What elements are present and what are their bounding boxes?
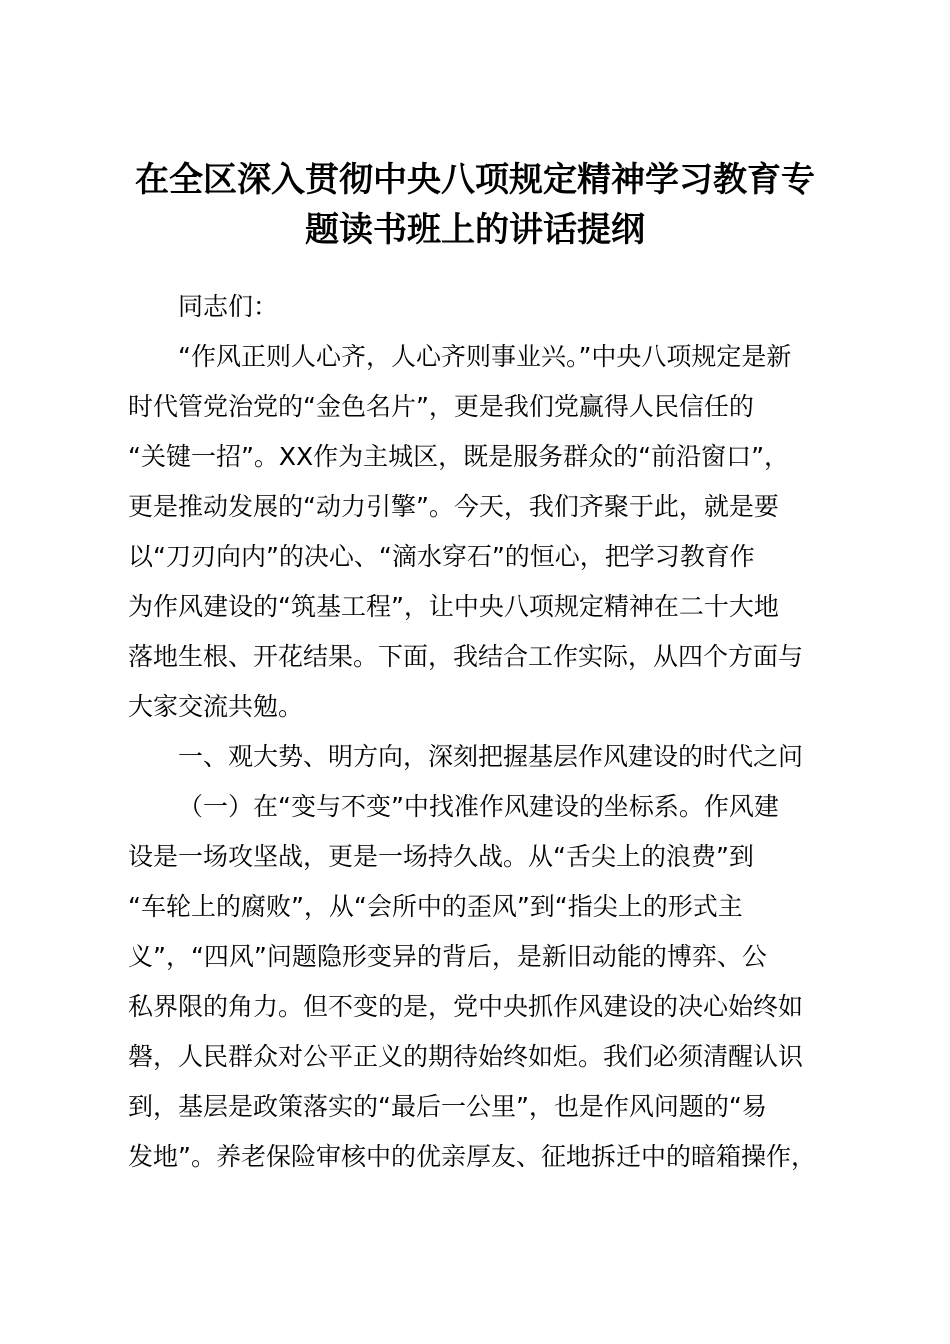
paragraph-line: 设是一场攻坚战，更是一场持久战。从“舌尖上的浪费”到 xyxy=(128,842,754,871)
paragraph-line: 落地生根、开花结果。下面，我结合工作实际，从四个方面与 xyxy=(128,642,804,671)
paragraph-line: 更是推动发展的“动力引擎”。今天，我们齐聚于此，就是要 xyxy=(128,492,779,521)
paragraph-line: 发地”。养老保险审核中的优亲厚友、征地拆迁中的暗箱操作， xyxy=(128,1142,816,1171)
paragraph-section1-1 xyxy=(128,782,838,1182)
document-body xyxy=(128,282,838,1182)
paragraph-line: （一）在“变与不变”中找准作风建设的坐标系。作风建 xyxy=(178,792,779,821)
paragraph-line: “作风正则人心齐，人心齐则事业兴。”中央八项规定是新 xyxy=(178,342,792,371)
paragraph-line: “车轮上的腐败”，从“会所中的歪风”到“指尖上的形式主 xyxy=(128,892,743,921)
document-title xyxy=(100,155,850,255)
title-line-2: 题读书班上的讲话提纲 xyxy=(305,210,645,250)
paragraph-line: 为作风建设的“筑基工程”，让中央八项规定精神在二十大地 xyxy=(128,592,779,621)
paragraph-line: 义”，“四风”问题隐形变异的背后，是新旧动能的博弈、公 xyxy=(128,942,767,971)
section-heading: 一、观大势、明方向，深刻把握基层作风建设的时代之问 xyxy=(178,742,804,771)
salutation: 同志们： xyxy=(178,292,279,321)
paragraph-line: 磐，人民群众对公平正义的期待始终如炬。我们必须清醒认识 xyxy=(128,1042,804,1071)
title-line-1: 在全区深入贯彻中央八项规定精神学习教育专 xyxy=(135,160,815,200)
paragraph-line: 到，基层是政策落实的“最后一公里”，也是作风问题的“易 xyxy=(128,1092,767,1121)
paragraph-line: 私界限的角力。但不变的是，党中央抓作风建设的决心始终如 xyxy=(128,992,804,1021)
paragraph-line: “关键一招”。XX作为主城区，既是服务群众的“前沿窗口”， xyxy=(128,442,790,471)
paragraph-line: 时代管党治党的“金色名片”，更是我们党赢得人民信任的 xyxy=(128,392,754,421)
paragraph-line: 以“刀刃向内”的决心、“滴水穿石”的恒心，把学习教育作 xyxy=(128,542,755,571)
paragraph-opening xyxy=(128,332,838,732)
paragraph-line: 大家交流共勉。 xyxy=(128,692,304,721)
